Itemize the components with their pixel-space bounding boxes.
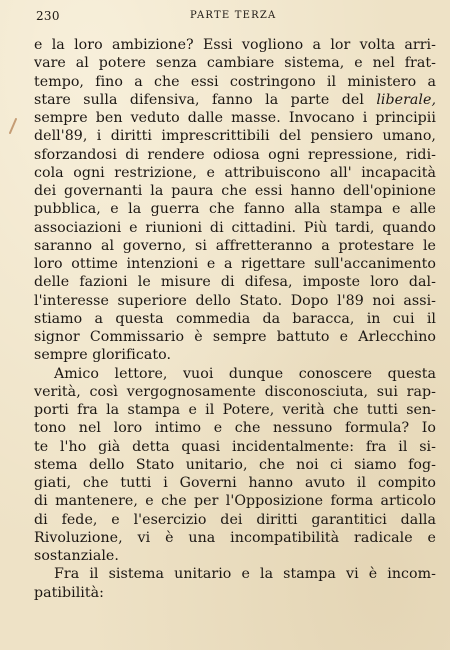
line-text: sforzandosi di rendere odiosa ogni repressione, ridi- (34, 146, 436, 163)
line-text: Amico lettore, vuoi dunque conoscere questa (54, 365, 436, 382)
line-text: stema dello Stato unitario, che noi ci siamo fog- (34, 456, 436, 473)
text-line (34, 273, 436, 291)
text-line (34, 182, 436, 200)
line-text: signor Commissario è sempre battuto e Arlecchino (34, 329, 436, 345)
text-line (34, 127, 436, 145)
text-line (34, 492, 436, 510)
page-header (0, 9, 450, 25)
text-line (34, 383, 436, 401)
body-text (34, 36, 436, 602)
text-line (34, 219, 436, 237)
text-line (34, 200, 436, 218)
text-line (34, 328, 436, 346)
text-line (34, 346, 436, 364)
line-text: Rivoluzione, vi è una incompatibilità radicale e (34, 529, 436, 546)
line-text: e la loro ambizione? Essi vogliono a lor volta arri- (34, 37, 436, 53)
text-line (34, 310, 436, 328)
line-text: patibilità: (34, 584, 104, 601)
line-text: te l'ho già detta quasi incidentalmente: fra il si- (34, 438, 436, 455)
italic-word: liberale, (376, 91, 436, 108)
text-line (34, 511, 436, 529)
line-text: vare al potere senza cambiare sistema, e nel frat- (34, 55, 436, 72)
line-text: loro ottime intenzioni e a rigettare sull'accanimento (34, 256, 436, 272)
line-text: dell'89, i diritti imprescrittibili del pensiero umano, (34, 128, 436, 145)
text-line (34, 237, 436, 255)
line-text: cola ogni restrizione, e attribuiscono all' incapacità (34, 164, 436, 181)
line-text: porti fra la stampa e il Potere, verità che tutti sen- (34, 402, 436, 418)
text-line (34, 365, 436, 383)
line-text: tempo, fino a che essi costringono il ministero a (34, 73, 436, 90)
text-line (34, 91, 436, 109)
page-number: 230 (36, 9, 60, 23)
text-line (34, 584, 436, 602)
line-text: tono nel loro intimo e che nessuno formula? Io (34, 420, 436, 437)
line-text: delle fazioni le misure di difesa, imposte loro dal- (34, 274, 436, 291)
text-line (34, 54, 436, 72)
text-line (34, 565, 436, 583)
line-text: dei governanti la paura che essi hanno dell'opinione (34, 183, 436, 199)
text-line (34, 401, 436, 419)
running-head: PARTE TERZA (190, 10, 277, 21)
text-line (34, 255, 436, 273)
text-line (34, 73, 436, 91)
text-line (34, 474, 436, 492)
text-line (34, 419, 436, 437)
line-text: sempre ben veduto dalle masse. Invocano i principii (34, 110, 436, 126)
pencil-margin-mark (8, 118, 18, 134)
line-text: verità, così vergognosamente disconosciuta, sui rap- (34, 383, 436, 400)
line-text: di mantenere, e che per l'Opposizione forma articolo (34, 493, 436, 510)
text-line (34, 146, 436, 164)
text-line (34, 438, 436, 456)
text-line (34, 164, 436, 182)
line-text: Fra il sistema unitario e la stampa vi è incom- (54, 566, 436, 583)
text-line (34, 109, 436, 127)
line-text: stiamo a questa commedia da baracca, in cui il (34, 310, 436, 327)
line-text: l'interesse superiore dello Stato. Dopo l'89 noi assi- (34, 292, 436, 309)
line-text: pubblica, e la guerra che fanno alla stampa e alle (34, 201, 436, 218)
line-text: associazioni e riunioni di cittadini. Più tardi, quando (34, 219, 436, 236)
text-line (34, 456, 436, 474)
line-text: stare sulla difensiva, fanno la parte del (34, 91, 377, 108)
line-text: sempre glorificato. (34, 347, 172, 364)
text-line (34, 547, 436, 565)
line-text: giati, che tutti i Governi hanno avuto il compito (34, 475, 436, 491)
line-text: saranno al governo, si affretteranno a protestare le (34, 237, 436, 254)
text-line (34, 292, 436, 310)
line-text: sostanziale. (34, 548, 119, 564)
line-text: di fede, e l'esercizio dei diritti garantitici dalla (34, 511, 436, 528)
text-line (34, 36, 436, 54)
text-line (34, 529, 436, 547)
